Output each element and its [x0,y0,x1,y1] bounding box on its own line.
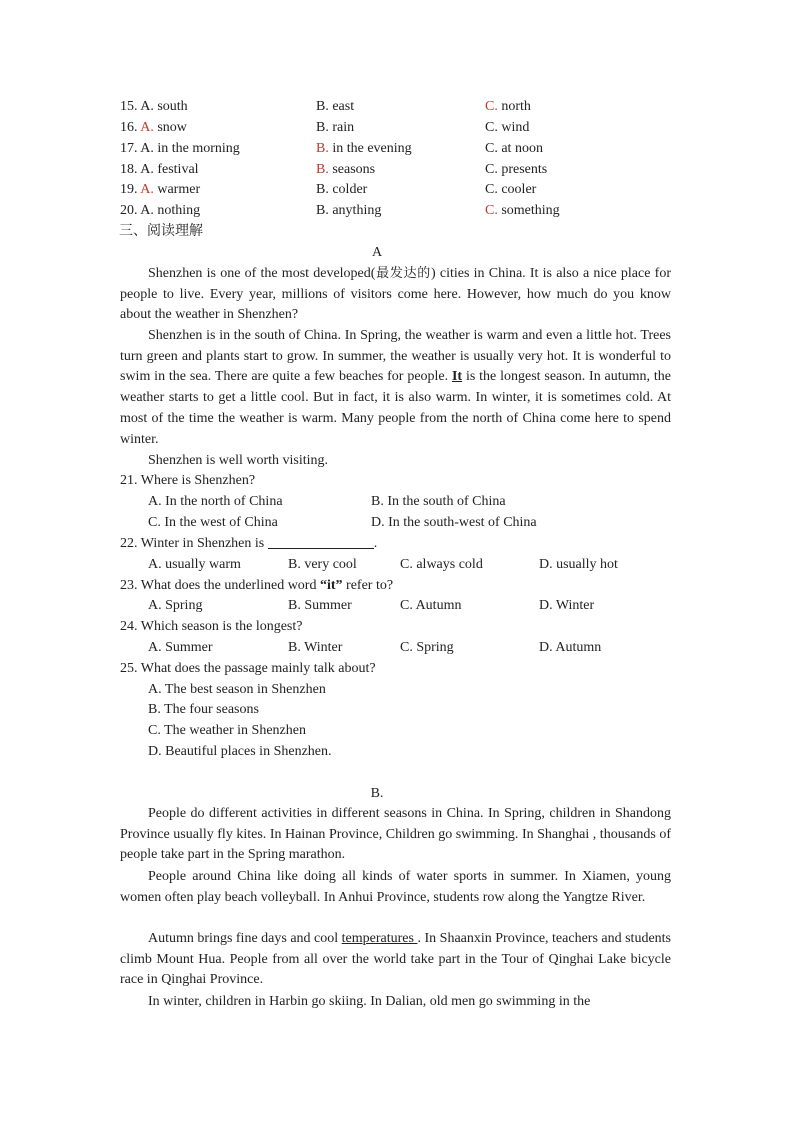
correct-letter: A. [140,120,154,135]
q24-option-d: D. Autumn [539,640,602,655]
option-c: C. at noon [485,141,543,156]
section-title: 三、阅读理解 [119,223,203,239]
passage-a-paragraph-3: Shenzhen is well worth visiting. [148,453,329,468]
answer-row-15 [120,97,680,117]
answer-blank [268,534,374,549]
q21-option-b: B. In the south of China [371,494,506,509]
q23-option-b: B. Summer [288,598,352,613]
question-25: 25. What does the passage mainly talk about? [120,661,376,676]
correct-letter: A. [140,182,154,197]
answer-row-16: 16. A. snow B. rain C. wind [120,118,680,138]
q22-option-d: D. usually hot [539,557,618,572]
passage-b-paragraph-4: In winter, children in Harbin go skiing. In Dalian, old men go swimming in the [148,994,591,1009]
answer-row-19: 19. A. warmer B. colder C. cooler [120,180,680,200]
passage-b-paragraph-3: Autumn brings fine days and cool temperatures . In Shaanxin Province, teachers and students climb Mount Hua. People from all over the world take part in the Tour of Qinghai Lake bicycle race in Qinghai Province. [120,931,672,988]
option-c: C. wind [485,120,530,135]
option-b: B. colder [316,182,368,197]
option-b: B. anything [316,203,382,218]
option-a: A. nothing [140,203,201,218]
passage-b-paragraph-1: People do different activities in different seasons in China. In Spring, children in Shandong Province usually fly kites. In Hainan Province, Children go swimming. In Shanghai , thousands of people take part in the Spring marathon. [120,806,671,863]
q25-option-a: A. The best season in Shenzhen [148,682,326,697]
question-23: 23. What does the underlined word “it” refer to? [120,578,394,593]
quoted-word: “it” [319,578,343,593]
option-b: B. rain [316,120,355,135]
passage-b-paragraph-2: People around China like doing all kinds of water sports in summer. In Xiamen, young women often play beach volleyball. In Anhui Province, students row along the Yangtze River. [120,869,671,905]
q25-option-c: C. The weather in Shenzhen [148,723,306,738]
q24-option-c: C. Spring [400,640,454,655]
underlined-temperatures: temperatures [341,931,418,946]
option-a: A. festival [140,162,199,177]
q21-option-a: A. In the north of China [148,494,283,509]
passage-a-paragraph-2: Shenzhen is in the south of China. In Spring, the weather is warm and even a little hot. Trees turn green and plants start to grow. In summer, the weather is usually very hot. It is wonderful to swim in the sea. There are quite a few beaches for people. It is the longest season. In autumn, the weather starts to get a little cool. But in fact, it is also warm. In winter, it is sometimes cold. At most of the time the weather is warm. Many people from the north of China come here to spend winter. [120,328,671,447]
q21-option-d: D. In the south-west of China [371,515,537,530]
correct-letter: B. [316,162,329,177]
option-a: A. south [140,99,188,114]
answer-row-20: 20. A. nothing B. anything C. something [120,201,680,221]
q23-option-d: D. Winter [539,598,595,613]
q22-option-c: C. always cold [400,557,483,572]
underlined-it: It [451,369,463,385]
option-a: A. in the morning [140,141,240,156]
passage-a-label: A [371,245,383,260]
answer-row-18: 18. A. festival B. seasons C. presents [120,160,680,180]
question-22: 22. Winter in Shenzhen is . [120,536,378,551]
q23-option-c: C. Autumn [400,598,462,613]
option-c: C. cooler [485,182,537,197]
correct-letter: C. [485,99,498,114]
question-number: 15. [120,99,138,114]
q22-option-b: B. very cool [288,557,357,572]
passage-a-paragraph-1: Shenzhen is one of the most developed(最发达的) cities in China. It is also a nice place for people to live. Every year, millions of visitors come here. However, how much do you know about the weather in Shenzhen? [120,266,671,323]
option-b: B. east [316,99,355,114]
q21-option-c: C. In the west of China [148,515,278,530]
question-21: 21. Where is Shenzhen? [120,473,256,488]
correct-letter: B. [316,141,329,156]
q24-option-b: B. Winter [288,640,343,655]
passage-b-label: B. [370,786,384,801]
q25-option-d: D. Beautiful places in Shenzhen. [148,744,332,759]
q24-option-a: A. Summer [148,640,213,655]
q22-option-a: A. usually warm [148,557,241,572]
option-c: C. presents [485,162,548,177]
q23-option-a: A. Spring [148,598,203,613]
option-c: C. north [485,99,531,114]
question-24: 24. Which season is the longest? [120,619,303,634]
answer-row-17: 17. A. in the morning B. in the evening C. at noon [120,139,680,159]
q25-option-b: B. The four seasons [148,702,259,717]
correct-letter: C. [485,203,498,218]
